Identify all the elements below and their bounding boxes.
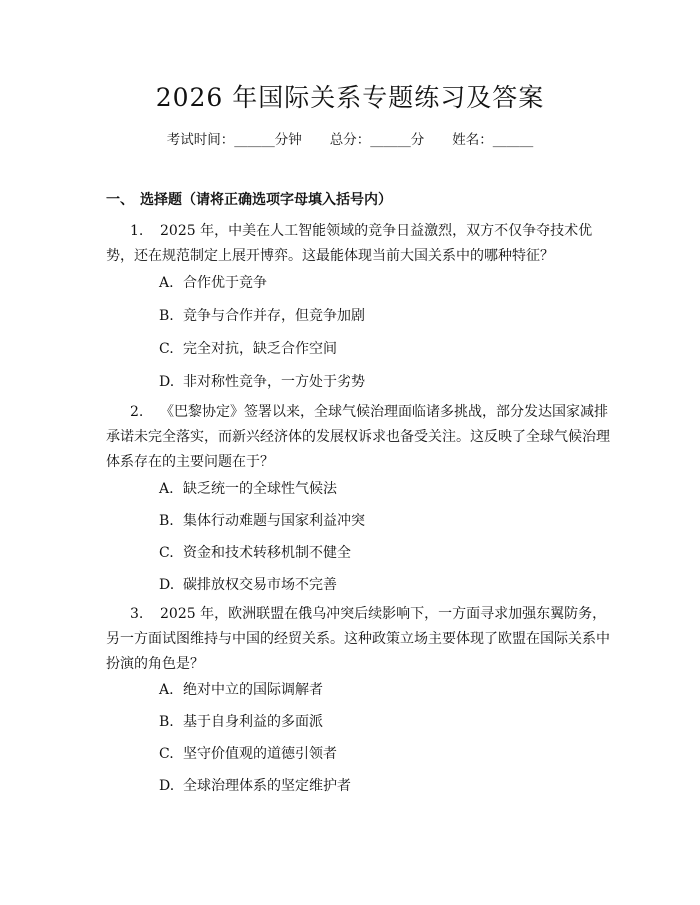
option-text: 缺乏统一的全球性气候法 [183,481,337,497]
name-label: 姓名： [452,132,493,148]
question-2 [106,400,610,475]
option-2b [159,511,365,531]
question-line: 另一方面试图维持与中国的经贸关系。这种政策立场主要体现了欧盟在国际关系中 [106,631,610,647]
option-letter: A. [159,275,174,291]
option-2c [159,543,351,563]
option-text: 绝对中立的国际调解者 [183,682,323,698]
option-2a [159,479,337,499]
question-text: 2025 年，欧洲联盟在俄乌冲突后续影响下，一方面寻求加强东翼防务， [160,606,607,622]
option-text: 碳排放权交易市场不完善 [183,577,337,593]
exam-meta [0,130,700,150]
question-line: 体系存在的主要问题在于？ [106,454,274,470]
option-letter: D. [159,778,175,794]
section-heading [106,190,392,210]
option-text: 合作优于竞争 [183,275,267,291]
time-unit: 分钟 [274,132,302,148]
question-text: 2025 年，中美在人工智能领域的竞争日益激烈，双方不仅争夺技术优 [160,223,593,239]
question-text: 《巴黎协定》签署以来，全球气候治理面临诸多挑战，部分发达国家减排 [160,404,608,420]
option-1b [159,306,365,326]
option-2d [159,575,337,595]
option-1c [159,339,337,359]
option-letter: D. [159,374,175,390]
option-text: 竞争与合作并存，但竞争加剧 [183,308,365,324]
section-title: 选择题（请将正确选项字母填入括号内） [140,192,392,208]
section-number: 一、 [106,192,134,208]
option-letter: D. [159,577,175,593]
page-title: 2026 年国际关系专题练习及答案 [155,83,545,112]
question-1 [106,219,596,269]
option-letter: B. [159,513,174,529]
option-letter: C. [159,746,174,762]
option-text: 全球治理体系的坚定维护者 [183,778,351,794]
option-letter: B. [159,308,174,324]
score-blank: ______ [370,132,411,148]
option-3c [159,744,337,764]
score-unit: 分 [410,132,425,148]
question-line [106,602,607,627]
option-letter: B. [159,714,174,730]
option-text: 集体行动难题与国家利益冲突 [183,513,365,529]
name-blank: ______ [492,132,534,148]
question-number: 1. [130,223,144,239]
option-text: 资金和技术转移机制不健全 [183,545,351,561]
option-1d [159,372,365,392]
score-label: 总分： [329,132,371,148]
option-text: 坚守价值观的道德引领者 [183,746,337,762]
option-3b [159,712,323,732]
question-number: 2. [130,404,144,420]
option-letter: A. [159,481,174,497]
question-line [106,400,608,425]
option-3d [159,776,351,796]
question-line: 势，还在规范制定上展开博弈。这最能体现当前大国关系中的哪种特征？ [106,248,554,264]
time-blank: ______ [234,132,275,148]
question-line: 扮演的角色是？ [106,656,204,672]
option-letter: A. [159,682,174,698]
option-letter: C. [159,545,174,561]
option-text: 非对称性竞争，一方处于劣势 [183,374,365,390]
question-3 [106,602,610,677]
time-label: 考试时间： [166,132,235,148]
option-letter: C. [159,341,174,357]
question-line [106,219,596,244]
question-line: 承诺未完全落实，而新兴经济体的发展权诉求也备受关注。这反映了全球气候治理 [106,429,610,445]
option-text: 基于自身利益的多面派 [183,714,323,730]
option-3a [159,680,323,700]
option-1a [159,273,267,293]
option-text: 完全对抗，缺乏合作空间 [183,341,337,357]
question-number: 3. [130,606,144,622]
